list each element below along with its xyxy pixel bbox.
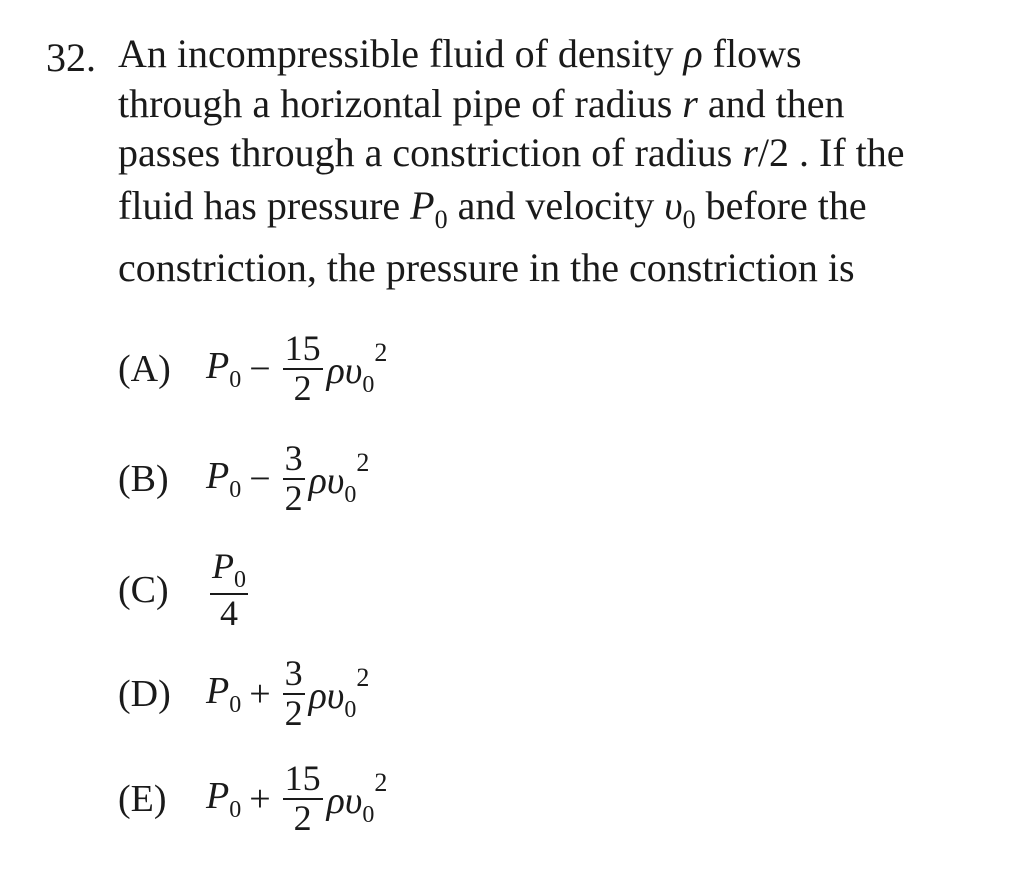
operator: + bbox=[249, 777, 271, 820]
subscript: 0 bbox=[229, 691, 242, 718]
option-label: (D) bbox=[118, 672, 171, 715]
question-number: 32. bbox=[46, 35, 96, 80]
option-label: (A) bbox=[118, 347, 171, 390]
text: and then bbox=[697, 81, 845, 126]
rho-symbol: ρ bbox=[326, 780, 345, 823]
option-formula bbox=[206, 454, 241, 504]
text: and velocity bbox=[447, 183, 665, 228]
pressure-symbol: P bbox=[212, 546, 234, 586]
option-formula bbox=[206, 669, 241, 719]
radius-symbol: r bbox=[682, 81, 698, 126]
stem-line-1 bbox=[118, 31, 802, 76]
rho-symbol: ρ bbox=[326, 350, 345, 393]
stem-line-2 bbox=[118, 81, 845, 126]
fraction bbox=[210, 548, 248, 633]
superscript: 2 bbox=[356, 448, 370, 478]
text: /2 bbox=[757, 130, 790, 175]
option-e[interactable] bbox=[118, 760, 387, 838]
denominator: 4 bbox=[220, 593, 238, 634]
superscript: 2 bbox=[374, 768, 388, 798]
option-label: (B) bbox=[118, 457, 169, 500]
operator: + bbox=[249, 672, 271, 715]
numerator: 3 bbox=[284, 438, 303, 478]
option-c[interactable] bbox=[118, 548, 252, 633]
operator: − bbox=[249, 347, 271, 390]
velocity-symbol: υ bbox=[326, 675, 345, 718]
option-label: (C) bbox=[118, 569, 169, 612]
radius-symbol: r bbox=[742, 130, 758, 175]
fraction bbox=[283, 330, 323, 408]
velocity-symbol: υ bbox=[344, 350, 363, 393]
option-a[interactable] bbox=[118, 330, 387, 408]
velocity-symbol: υ bbox=[664, 183, 683, 228]
rho-symbol: ρ bbox=[683, 31, 703, 76]
subscript: 0 bbox=[362, 802, 375, 829]
subscript: 0 bbox=[434, 205, 448, 234]
subscript: 0 bbox=[229, 476, 242, 503]
subscript: 0 bbox=[362, 372, 375, 399]
text: through a horizontal pipe of radius bbox=[118, 81, 683, 126]
pressure-symbol: P bbox=[410, 183, 435, 228]
option-d[interactable] bbox=[118, 655, 369, 733]
subscript: 0 bbox=[344, 482, 357, 509]
operator: − bbox=[249, 457, 271, 500]
text: . If the bbox=[789, 130, 905, 175]
option-b[interactable] bbox=[118, 440, 369, 518]
numerator: 15 bbox=[284, 758, 321, 798]
numerator: 3 bbox=[284, 653, 303, 693]
denominator: 2 bbox=[293, 797, 312, 838]
stem-line-5 bbox=[118, 245, 855, 290]
pressure-symbol: P bbox=[206, 454, 230, 497]
text: An incompressible fluid of density bbox=[118, 31, 684, 76]
subscript: 0 bbox=[234, 567, 246, 593]
numerator bbox=[210, 548, 248, 595]
text: fluid has pressure bbox=[118, 183, 411, 228]
text: before the bbox=[695, 183, 867, 228]
numerator: 15 bbox=[284, 328, 321, 368]
pressure-symbol: P bbox=[206, 669, 230, 712]
stem-line-3 bbox=[118, 130, 905, 175]
rho-symbol: ρ bbox=[308, 675, 327, 718]
pressure-symbol: P bbox=[206, 774, 230, 817]
fraction bbox=[283, 760, 323, 838]
option-formula bbox=[206, 344, 241, 394]
subscript: 0 bbox=[229, 366, 242, 393]
rho-symbol: ρ bbox=[308, 460, 327, 503]
superscript: 2 bbox=[374, 338, 388, 368]
denominator: 2 bbox=[284, 477, 303, 518]
denominator: 2 bbox=[293, 367, 312, 408]
fraction bbox=[283, 655, 305, 733]
superscript: 2 bbox=[356, 663, 370, 693]
velocity-symbol: υ bbox=[344, 780, 363, 823]
velocity-symbol: υ bbox=[326, 460, 345, 503]
text: constriction, the pressure in the constriction is bbox=[118, 245, 855, 290]
option-label: (E) bbox=[118, 777, 167, 820]
subscript: 0 bbox=[344, 697, 357, 724]
pressure-symbol: P bbox=[206, 344, 230, 387]
denominator: 2 bbox=[284, 692, 303, 733]
text: flows bbox=[702, 31, 802, 76]
subscript: 0 bbox=[229, 796, 242, 823]
text: passes through a constriction of radius bbox=[118, 130, 743, 175]
option-formula bbox=[206, 774, 241, 824]
subscript: 0 bbox=[682, 205, 696, 234]
stem-line-4 bbox=[118, 183, 867, 234]
fraction bbox=[283, 440, 305, 518]
